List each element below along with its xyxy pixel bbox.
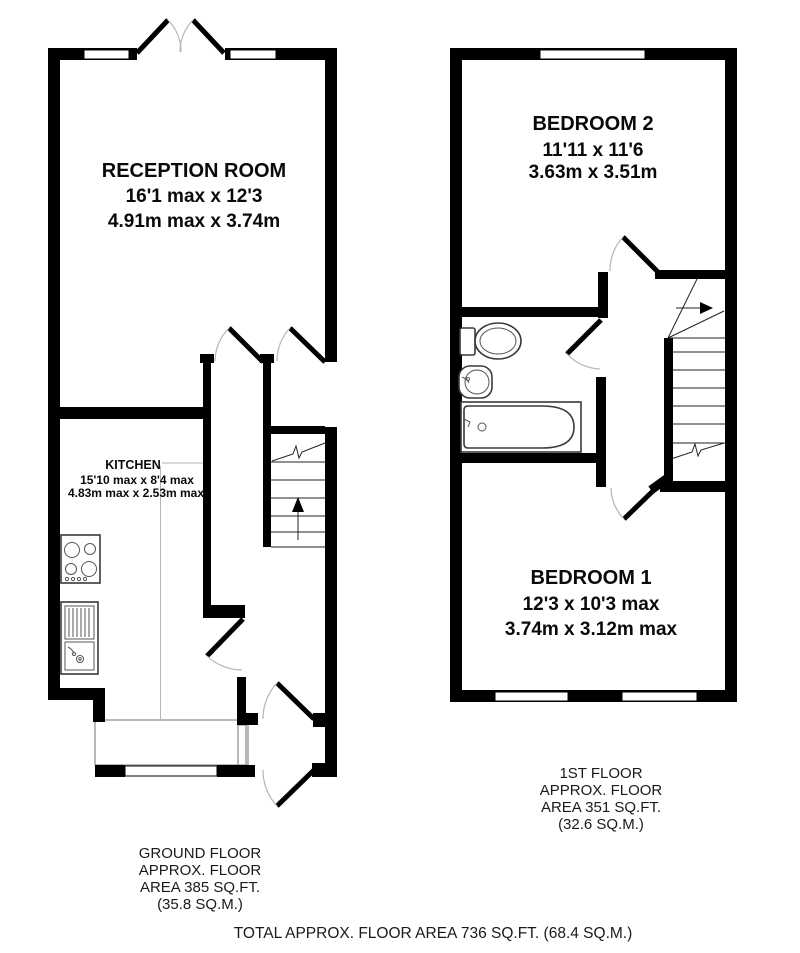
bedroom2-size-metric: 3.63m x 3.51m	[528, 162, 658, 183]
reception-room-name: RECEPTION ROOM	[101, 160, 287, 182]
first-floor-caption	[540, 765, 663, 833]
bedroom1-window-right	[622, 692, 697, 701]
kitchen-size-imperial: 15'10 max x 8'4 max	[80, 473, 194, 487]
entrance-door-icon	[277, 328, 325, 362]
bedroom1-door	[611, 488, 656, 519]
first-floor-plan	[450, 48, 737, 833]
rear-window	[125, 766, 217, 776]
total-area-caption: TOTAL APPROX. FLOOR AREA 736 SQ.FT. (68.4 SQ.M.)	[233, 925, 633, 942]
first-floor-caption-line4: (32.6 SQ.M.)	[558, 816, 644, 833]
staircase-icon	[668, 279, 725, 459]
staircase-up-icon	[271, 443, 325, 547]
bedroom2-window	[540, 50, 645, 59]
kitchen-size-metric: 4.83m max x 2.53m max	[67, 486, 205, 500]
first-floor-caption-line3: AREA 351 SQ.FT.	[540, 799, 662, 816]
bedroom2-door	[610, 237, 658, 272]
bath-icon	[461, 402, 581, 452]
ground-floor-caption	[139, 845, 262, 913]
bay-window-icon	[95, 720, 248, 765]
reception-hall-door	[215, 328, 263, 362]
kitchen-label	[68, 458, 204, 500]
kitchen-name: KITCHEN	[105, 458, 161, 472]
basin-icon	[459, 366, 492, 398]
bedroom1-window-left	[495, 692, 568, 701]
bedroom1-name: BEDROOM 1	[530, 567, 652, 589]
bedroom1-size-imperial: 12'3 x 10'3 max	[522, 594, 660, 615]
bedroom2-size-imperial: 11'11 x 11'6	[542, 140, 644, 161]
hob-icon	[61, 535, 100, 583]
bedroom2-name: BEDROOM 2	[532, 113, 654, 135]
bedroom1-size-metric: 3.74m x 3.12m max	[504, 619, 678, 640]
reception-room-size-metric: 4.91m max x 3.74m	[107, 211, 281, 232]
reception-room-size-imperial: 16'1 max x 12'3	[125, 186, 263, 207]
ground-floor-caption-line4: (35.8 SQ.M.)	[157, 896, 243, 913]
reception-room-label	[102, 160, 286, 232]
bedroom1-label	[505, 567, 678, 640]
ground-floor-caption-line3: AREA 385 SQ.FT.	[139, 879, 261, 896]
front-window-left	[84, 50, 129, 59]
bathroom-door	[567, 320, 601, 369]
ground-floor-plan	[48, 20, 337, 913]
kitchen-door	[207, 619, 243, 670]
ground-floor-caption-line1: GROUND FLOOR	[138, 845, 262, 862]
front-window-right	[230, 50, 276, 59]
first-floor-caption-line1: 1ST FLOOR	[559, 765, 643, 782]
lobby-door	[263, 683, 314, 719]
first-floor-caption-line2: APPROX. FLOOR	[539, 782, 663, 799]
ground-floor-caption-line2: APPROX. FLOOR	[138, 862, 262, 879]
sink-drainer-icon	[61, 602, 98, 674]
rear-door-icon	[263, 770, 314, 806]
stairs-direction-arrow	[700, 302, 713, 314]
bedroom2-label	[529, 113, 658, 183]
stairs-up-arrow	[292, 497, 304, 512]
toilet-icon	[460, 323, 521, 359]
